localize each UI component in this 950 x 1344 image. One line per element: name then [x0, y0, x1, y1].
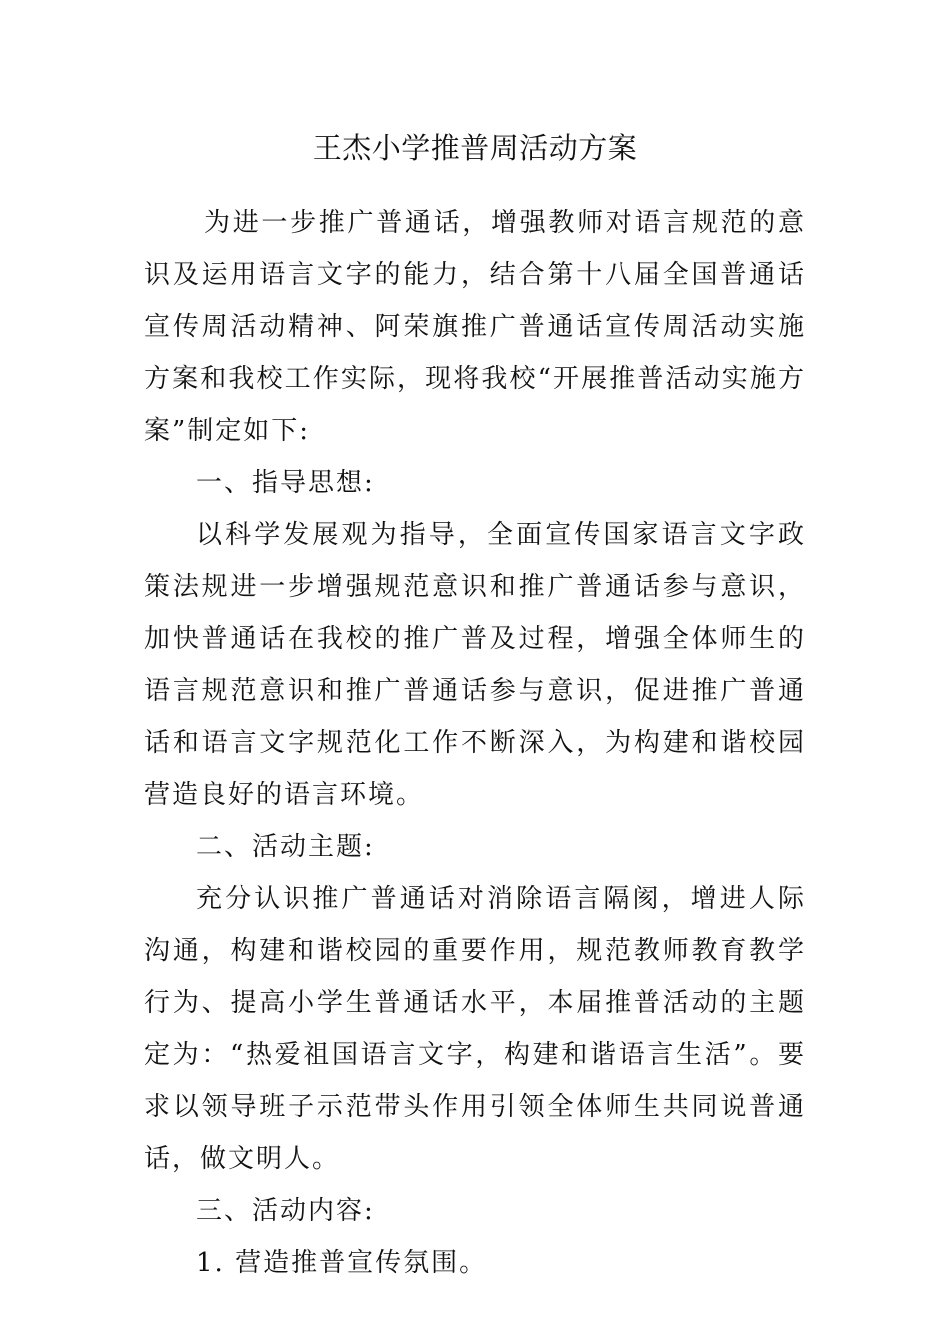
section-heading-activity-content: 三、活动内容:	[196, 1196, 375, 1226]
intro-paragraph: 为进一步推广普通话，增强教师对语言规范的意识及运用语言文字的能力，结合第十八届全国普通话宣传周活动精神、阿荣旗推广普通话宣传周活动实施方案和我校工作实际，现将我校“开展推普活动实施方案”制定如下:	[144, 208, 806, 446]
section-heading-guiding-thought: 一、指导思想:	[196, 468, 375, 498]
document-body	[144, 197, 806, 1289]
guiding-thought-paragraph: 以科学发展观为指导，全面宣传国家语言文字政策法规进一步增强规范意识和推广普通话参与意识，加快普通话在我校的推广普及过程，增强全体师生的语言规范意识和推广普通话参与意识，促进推广普通话和语言文字规范化工作不断深入，为构建和谐校园营造良好的语言环境。	[144, 520, 806, 810]
section-heading-activity-theme: 二、活动主题:	[196, 832, 375, 862]
activity-content-item-1: 1. 营造推普宣传氛围。	[196, 1248, 488, 1278]
document-title: 王杰小学推普周活动方案	[312, 131, 638, 165]
activity-theme-paragraph: 充分认识推广普通话对消除语言隔阂，增进人际沟通，构建和谐校园的重要作用，规范教师教育教学行为、提高小学生普通话水平，本届推普活动的主题定为：“热爱祖国语言文字，构建和谐语言生活”。要求以领导班子示范带头作用引领全体师生共同说普通话，做文明人。	[144, 884, 806, 1174]
